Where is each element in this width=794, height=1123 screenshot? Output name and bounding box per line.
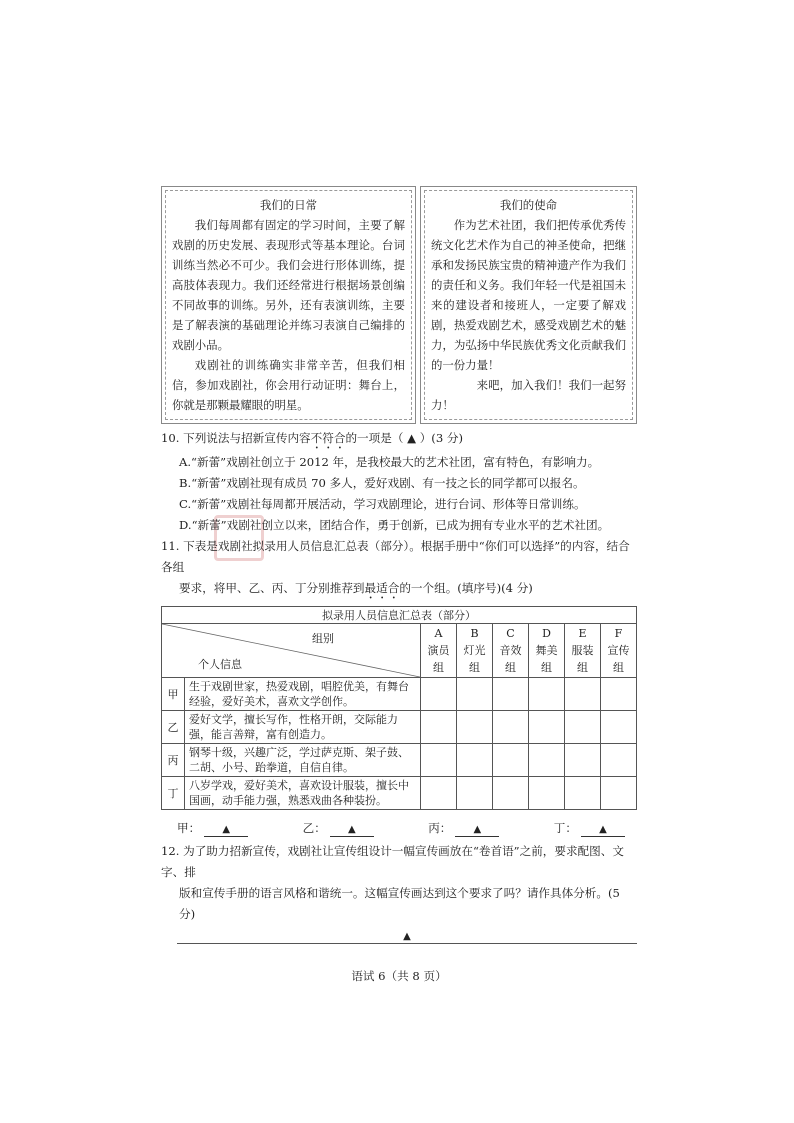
answer-bing: 丙： ▲ [428, 820, 499, 837]
q10-text-end: 的一项是（ ▲ ）(3 分) [345, 431, 464, 445]
header-info: 个人信息 [198, 658, 242, 671]
q12-line1: 12. 为了助力招新宣传，戏剧社让宣传组设计一幅宣传画放在“卷首语”之前，要求配图、文字、排 [161, 844, 624, 879]
table-row [162, 744, 637, 777]
box-daily-para: 戏剧社的训练确实非常辛苦，但我们相信，参加戏剧社，你会用行动证明：舞台上，你就是那颗最耀眼的明星。 [172, 358, 405, 412]
table-row [162, 678, 637, 711]
q10-emphasis: 不符合 [310, 431, 346, 445]
answer-ding: 丁： ▲ [554, 820, 625, 837]
table-title: 拟录用人员信息汇总表（部分） [162, 607, 637, 624]
row-info: 钢琴十级，兴趣广泛，学过萨克斯、架子鼓、二胡、小号、跆拳道，自信自律。 [185, 744, 421, 777]
q12-line2: 版和宣传手册的语言风格和谐统一。这幅宣传画达到这个要求了吗？请作具体分析。(5 分) [179, 886, 620, 921]
question-10 [161, 428, 637, 602]
row-label: 丙 [162, 744, 185, 777]
answers-row [161, 820, 637, 837]
row-info: 八岁学戏，爱好美术，喜欢设计服装，擅长中国画，动手能力强，熟悉戏曲各种装扮。 [185, 777, 421, 810]
q11-emphasis: 最适合 [364, 581, 400, 595]
personnel-table [161, 606, 637, 810]
q11-line1: 11. 下表是戏剧社拟录用人员信息汇总表（部分）。根据手册中“你们可以选择”的内容，结合各组 [161, 539, 630, 574]
table-diagonal-header [162, 624, 421, 678]
header-group: 组别 [312, 632, 334, 645]
q11-line2: 要求，将甲、乙、丙、丁分别推荐到 [179, 581, 365, 595]
q10-option-c: C.“新蕾”戏剧社每周都开展活动，学习戏剧理论，进行台词、形体等日常训练。 [179, 497, 586, 511]
box-daily-title: 我们的日常 [260, 198, 317, 212]
group-d: D 舞美 组 [529, 624, 565, 678]
row-label: 甲 [162, 678, 185, 711]
box-mission-para: 作为艺术社团，我们把传承优秀传统文化艺术作为自己的神圣使命，把继承和发扬民族宝贵的精神遗产作为我们的责任和义务。我们年轻一代是祖国未来的建设者和接班人，一定要了解戏剧，热爱戏剧艺术，感受戏剧艺术的魅力，为弘扬中华民族优秀文化贡献我们的一份力量！ [431, 218, 626, 372]
row-info: 生于戏剧世家，热爱戏剧，唱腔优美，有舞台经验，爱好美术，喜欢文学创作。 [185, 678, 421, 711]
q10-option-a: A.“新蕾”戏剧社创立于 2012 年，是我校最大的艺术社团，富有特色，有影响力。 [179, 455, 600, 469]
group-e: E 服装 组 [565, 624, 601, 678]
answer-blank[interactable]: ▲ [204, 824, 248, 837]
box-mission-title: 我们的使命 [500, 198, 557, 212]
box-daily [161, 186, 416, 424]
table-row [162, 711, 637, 744]
q11-line2-end: 的一个组。(填序号)(4 分) [399, 581, 533, 595]
intro-boxes [161, 186, 637, 424]
q10-option-d: D.“新蕾”戏剧社创立以来，团结合作，勇于创新，已成为拥有专业水平的艺术社团。 [179, 518, 610, 532]
question-12 [161, 841, 637, 925]
table-row [162, 777, 637, 810]
row-label: 丁 [162, 777, 185, 810]
box-mission-para: 来吧，加入我们！我们一起努力！ [431, 378, 626, 412]
row-info: 爱好文学，擅长写作，性格开朗，交际能力强，能言善辩，富有创造力。 [185, 711, 421, 744]
box-daily-para: 我们每周都有固定的学习时间，主要了解戏剧的历史发展、表现形式等基本理论。台词训练当然必不可少。我们会进行形体训练，提高肢体表现力。我们还经常进行根据场景创编不同故事的训练。另外，还有表演训练，主要是了解表演的基础理论并练习表演自己编排的戏剧小品。 [172, 218, 405, 352]
answer-yi: 乙： ▲ [303, 820, 374, 837]
answer-blank[interactable]: ▲ [330, 824, 374, 837]
q10-text: 10. 下列说法与招新宣传内容 [161, 431, 311, 445]
group-a: A 演员 组 [421, 624, 457, 678]
q12-answer-line[interactable]: ▲ [177, 931, 637, 944]
q10-option-b: B.“新蕾”戏剧社现有成员 70 多人，爱好戏剧、有一技之长的同学都可以报名。 [179, 476, 585, 490]
page-footer: 语试 6（共 8 页） [351, 969, 447, 983]
answer-blank[interactable]: ▲ [455, 824, 499, 837]
answer-jia: 甲： ▲ [177, 820, 248, 837]
box-mission [420, 186, 637, 424]
answer-blank[interactable]: ▲ [581, 824, 625, 837]
page-content [161, 0, 637, 984]
group-b: B 灯光 组 [457, 624, 493, 678]
group-c: C 音效 组 [493, 624, 529, 678]
group-f: F 宣传 组 [601, 624, 637, 678]
row-label: 乙 [162, 711, 185, 744]
